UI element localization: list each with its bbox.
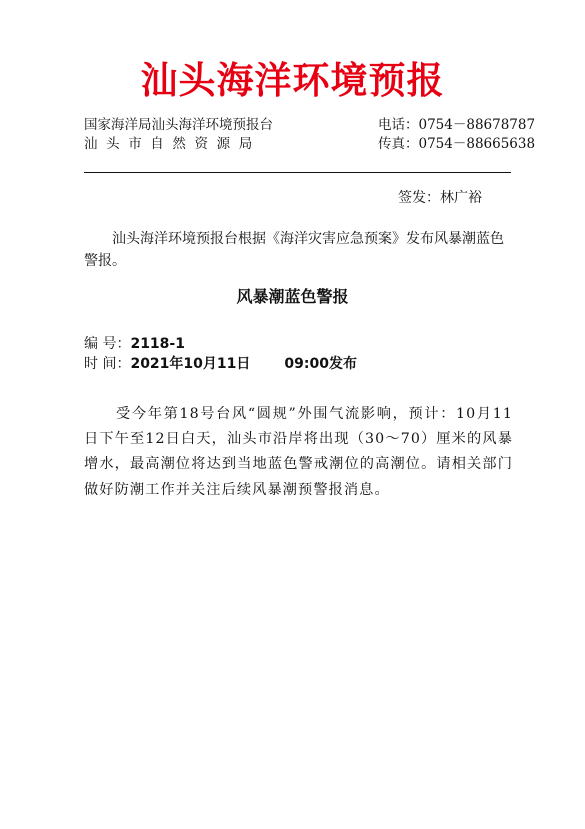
issuing-org: 国家海洋局汕头海洋环境预报台 bbox=[84, 117, 273, 133]
bulletin-date-value: 2021年10月11日 bbox=[130, 356, 251, 372]
masthead-title: 汕头海洋环境预报 bbox=[140, 58, 445, 102]
co-issuing-org: 汕头市自然资源局 bbox=[84, 136, 261, 152]
alert-body: 受今年第18号台风“圆规”外围气流影响，预计：10月11日下午至12日白天，汕头市沿岸将出现（30～70）厘米的风暴增水，最高潮位将达到当地蓝色警戒潮位的高潮位。请相关部门做好防潮工作并关注后续风暴潮预警报消息。 bbox=[84, 406, 513, 498]
alert-title: 风暴潮蓝色警报 bbox=[236, 287, 349, 306]
bulletin-number bbox=[84, 334, 185, 354]
header-divider bbox=[84, 172, 511, 173]
fax-number: 传真：0754－88665638 bbox=[378, 136, 536, 152]
bulletin-time-value: 09:00发布 bbox=[284, 356, 357, 372]
bulletin-number-label: 编 号： bbox=[84, 336, 131, 352]
signer: 签发：林广裕 bbox=[398, 190, 482, 206]
bulletin-number-value: 2118-1 bbox=[130, 336, 185, 352]
bulletin-time bbox=[84, 354, 357, 374]
bulletin-time-label: 时 间： bbox=[84, 356, 131, 372]
phone-number: 电话：0754－88678787 bbox=[378, 117, 536, 133]
intro-paragraph: 汕头海洋环境预报台根据《海洋灾害应急预案》发布风暴潮蓝色警报。 bbox=[84, 231, 504, 269]
